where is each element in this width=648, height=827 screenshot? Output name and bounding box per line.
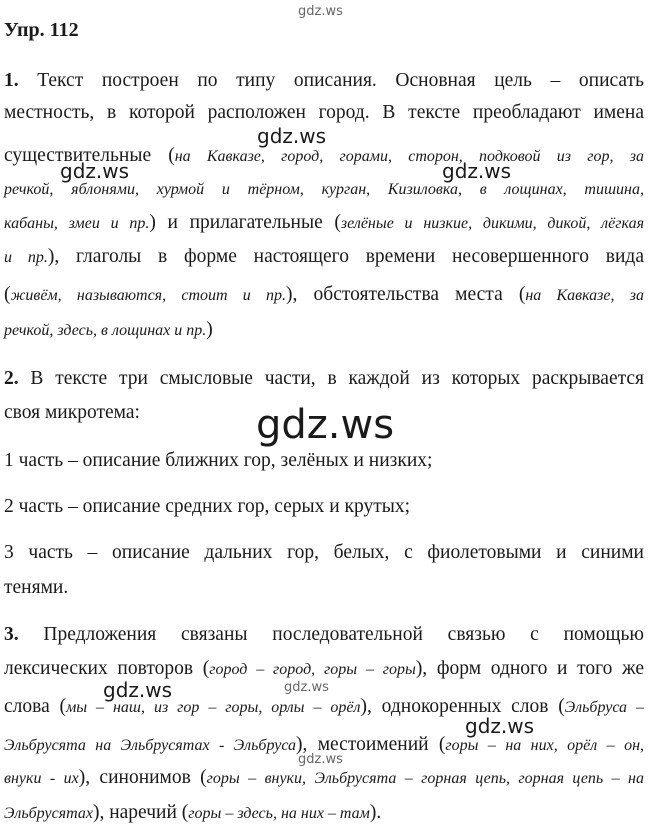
part-3-cont: тенями. (4, 577, 69, 598)
watermark-3: gdz.ws (442, 159, 512, 183)
watermark-4: gdz.ws (103, 678, 173, 702)
p3-line-1: 3. Предложения связаны последовательной связью с помощью (4, 624, 644, 645)
p2-line-2: своя микротема: (4, 402, 140, 423)
watermark-top: gdz.ws (298, 4, 343, 19)
watermark-1: gdz.ws (257, 124, 327, 148)
part-2: 2 часть – описание средних гор, серых и крутых; (4, 496, 411, 517)
part-3: 3 часть – описание дальних гор, белых, с фиолетовыми и синими (4, 542, 644, 563)
p3-line-3: слова (мы – наш, из гор – горы, орлы – орёл), однокоренных слов (Эльбруса – (4, 696, 644, 717)
p3-line-6: Эльбрусятах), наречий (горы – здесь, на них – там). (4, 802, 382, 823)
watermark-5: gdz.ws (284, 680, 329, 695)
exercise-title: Упр. 112 (4, 19, 79, 41)
p1-line-3: существительные (на Кавказе, город, горами, сторон, подковой из гор, за (4, 145, 644, 166)
p1-line-8: речкой, здесь, в лощинах и пр.) (4, 319, 213, 340)
p3-number: 3. (4, 624, 19, 645)
p2-line-1: 2. В тексте три смысловые части, в каждой из которых раскрывается (4, 368, 644, 389)
p3-line-4: Эльбрусята на Эльбрусятах - Эльбруса), местоимений (горы – на них, орёл – он, (4, 734, 645, 755)
part-1: 1 часть – описание ближних гор, зелёных и низких; (4, 450, 433, 471)
p3-line-2: лексических повторов (город – город, горы – горы), форм одного и того же (4, 658, 645, 679)
watermark-7: gdz.ws (298, 752, 343, 767)
p1-number: 1. (4, 70, 19, 91)
p1-line-4: речкой, яблонями, хурмой и тёрном, курган, Кизиловка, в лощинах, тишина, (4, 181, 644, 198)
watermark-6: gdz.ws (465, 714, 535, 738)
watermark-big: gdz.ws (256, 402, 395, 448)
p1-line-6: и пр.), глаголы в форме настоящего времени несовершенного вида (4, 246, 644, 267)
p1-line-2: местность, в которой расположен город. В тексте преобладают имена (4, 102, 644, 123)
p3-line-5: внуки - их), синонимов (горы – внуки, Эльбрусята – горная цепь, горная цепь – на (4, 767, 644, 788)
p2-number: 2. (4, 368, 19, 389)
p1-line-7: (живём, называются, стоит и пр.), обстоятельства места (на Кавказе, за (4, 284, 645, 305)
p1-line-1: 1. Текст построен по типу описания. Основная цель – описать (4, 70, 644, 91)
p1-line-5: кабаны, змеи и пр.) и прилагательные (зелёные и низкие, дикими, дикой, лёгкая (4, 212, 645, 233)
watermark-2: gdz.ws (60, 159, 130, 183)
